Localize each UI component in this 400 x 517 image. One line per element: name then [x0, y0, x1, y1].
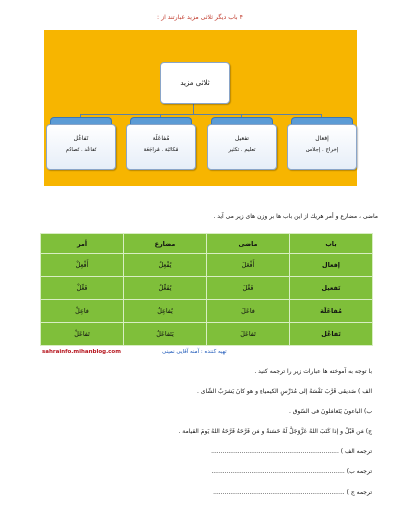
exercise-item-be: ب) الباعونَ یَتَعامَلونَ فی السّوق . — [288, 408, 372, 415]
child-name: تفعیل — [235, 135, 249, 142]
table-instruction: ماضی ، مضارع و أمر هریك از این باب ها بر وزن های زیر می آید . — [213, 213, 378, 220]
cell: یُفَعِّلُ — [124, 277, 207, 300]
child-examples: إخراج . إجلاس — [305, 147, 339, 153]
exercise-item-alef: الف ) صَدیقی قَرَّبَ نَفْسَهُ إلی مُدَرِّسِ الکیمیاءِ و هو کانَ یَشرَبُ الشّای . — [196, 388, 372, 395]
child-examples: تَفاعُد . تَصادُم — [65, 147, 97, 153]
child-name: تَفاعُل — [73, 135, 89, 142]
cell: تَفاعُل — [290, 323, 373, 346]
header-bab: باب — [290, 234, 373, 254]
table-row — [41, 277, 373, 300]
child-node-tafaul — [46, 124, 116, 170]
cell: أَفْعَلَ — [207, 254, 290, 277]
author-credit: تهیه کننده : آمنه آقایی نمینی — [162, 349, 227, 355]
answer-line-jim[interactable]: ترجمه ج ) ..................................................................... — [213, 489, 372, 496]
root-label: ثلاثی مزید — [180, 79, 210, 87]
cell: یَتَفاعَلُ — [124, 323, 207, 346]
conjugation-table — [40, 233, 373, 346]
cell: فَعَّلَ — [207, 277, 290, 300]
child-examples: مُکاتَبَة . مُراجَعَة — [143, 147, 179, 153]
intro-heading: ۴ باب دیگر ثلاثی مزید عبارتند از : — [157, 14, 243, 21]
child-name: إفعال — [315, 135, 329, 142]
header-mudari: مضارع — [124, 234, 207, 254]
cell: فاعَلَ — [207, 300, 290, 323]
child-node-ifal — [287, 124, 357, 170]
cell: تَفاعَلَ — [207, 323, 290, 346]
site-link[interactable]: sahrainfo.mihanblog.com — [42, 349, 121, 355]
exercise-prompt: با توجه به آموخته ها عبارات زیر را ترجمه کنید . — [254, 368, 372, 375]
table-row — [41, 254, 373, 277]
child-examples: تعلیم . تکثیر — [228, 147, 256, 153]
cell: تَفاعَلْ — [41, 323, 124, 346]
answer-line-be[interactable]: ترجمه ب) ...................................................................... — [211, 468, 372, 475]
cell: یُفْعِلُ — [124, 254, 207, 277]
answer-line-alef[interactable]: ترجمه الف ) ................................................................... — [211, 448, 372, 455]
exercise-item-jim: ج) مَن قَبْلُ و إذا کَتَبَ اللهُ عَزَّوَجَلَّ لَهُ حَسَنةً و مَن فَرَّحَهُ فَرَّحَهُ اللهُ یَومَ القیامة . — [178, 428, 372, 435]
child-node-tafil — [207, 124, 277, 170]
cell: فاعِلْ — [41, 300, 124, 323]
table-row — [41, 323, 373, 346]
table-row — [41, 300, 373, 323]
child-node-mufaala — [126, 124, 196, 170]
cell: فَعِّلْ — [41, 277, 124, 300]
cell: إفعال — [290, 254, 373, 277]
cell: تَفعیل — [290, 277, 373, 300]
root-node — [160, 62, 230, 104]
cell: أَفْعِلْ — [41, 254, 124, 277]
connector-bar — [80, 114, 322, 115]
cell: یُفاعِلُ — [124, 300, 207, 323]
child-name: مُفاعَلَة — [152, 135, 170, 142]
header-madi: ماضی — [207, 234, 290, 254]
header-amr: أمر — [41, 234, 124, 254]
cell: مُفاعَلَة — [290, 300, 373, 323]
table-header-row — [41, 234, 373, 254]
